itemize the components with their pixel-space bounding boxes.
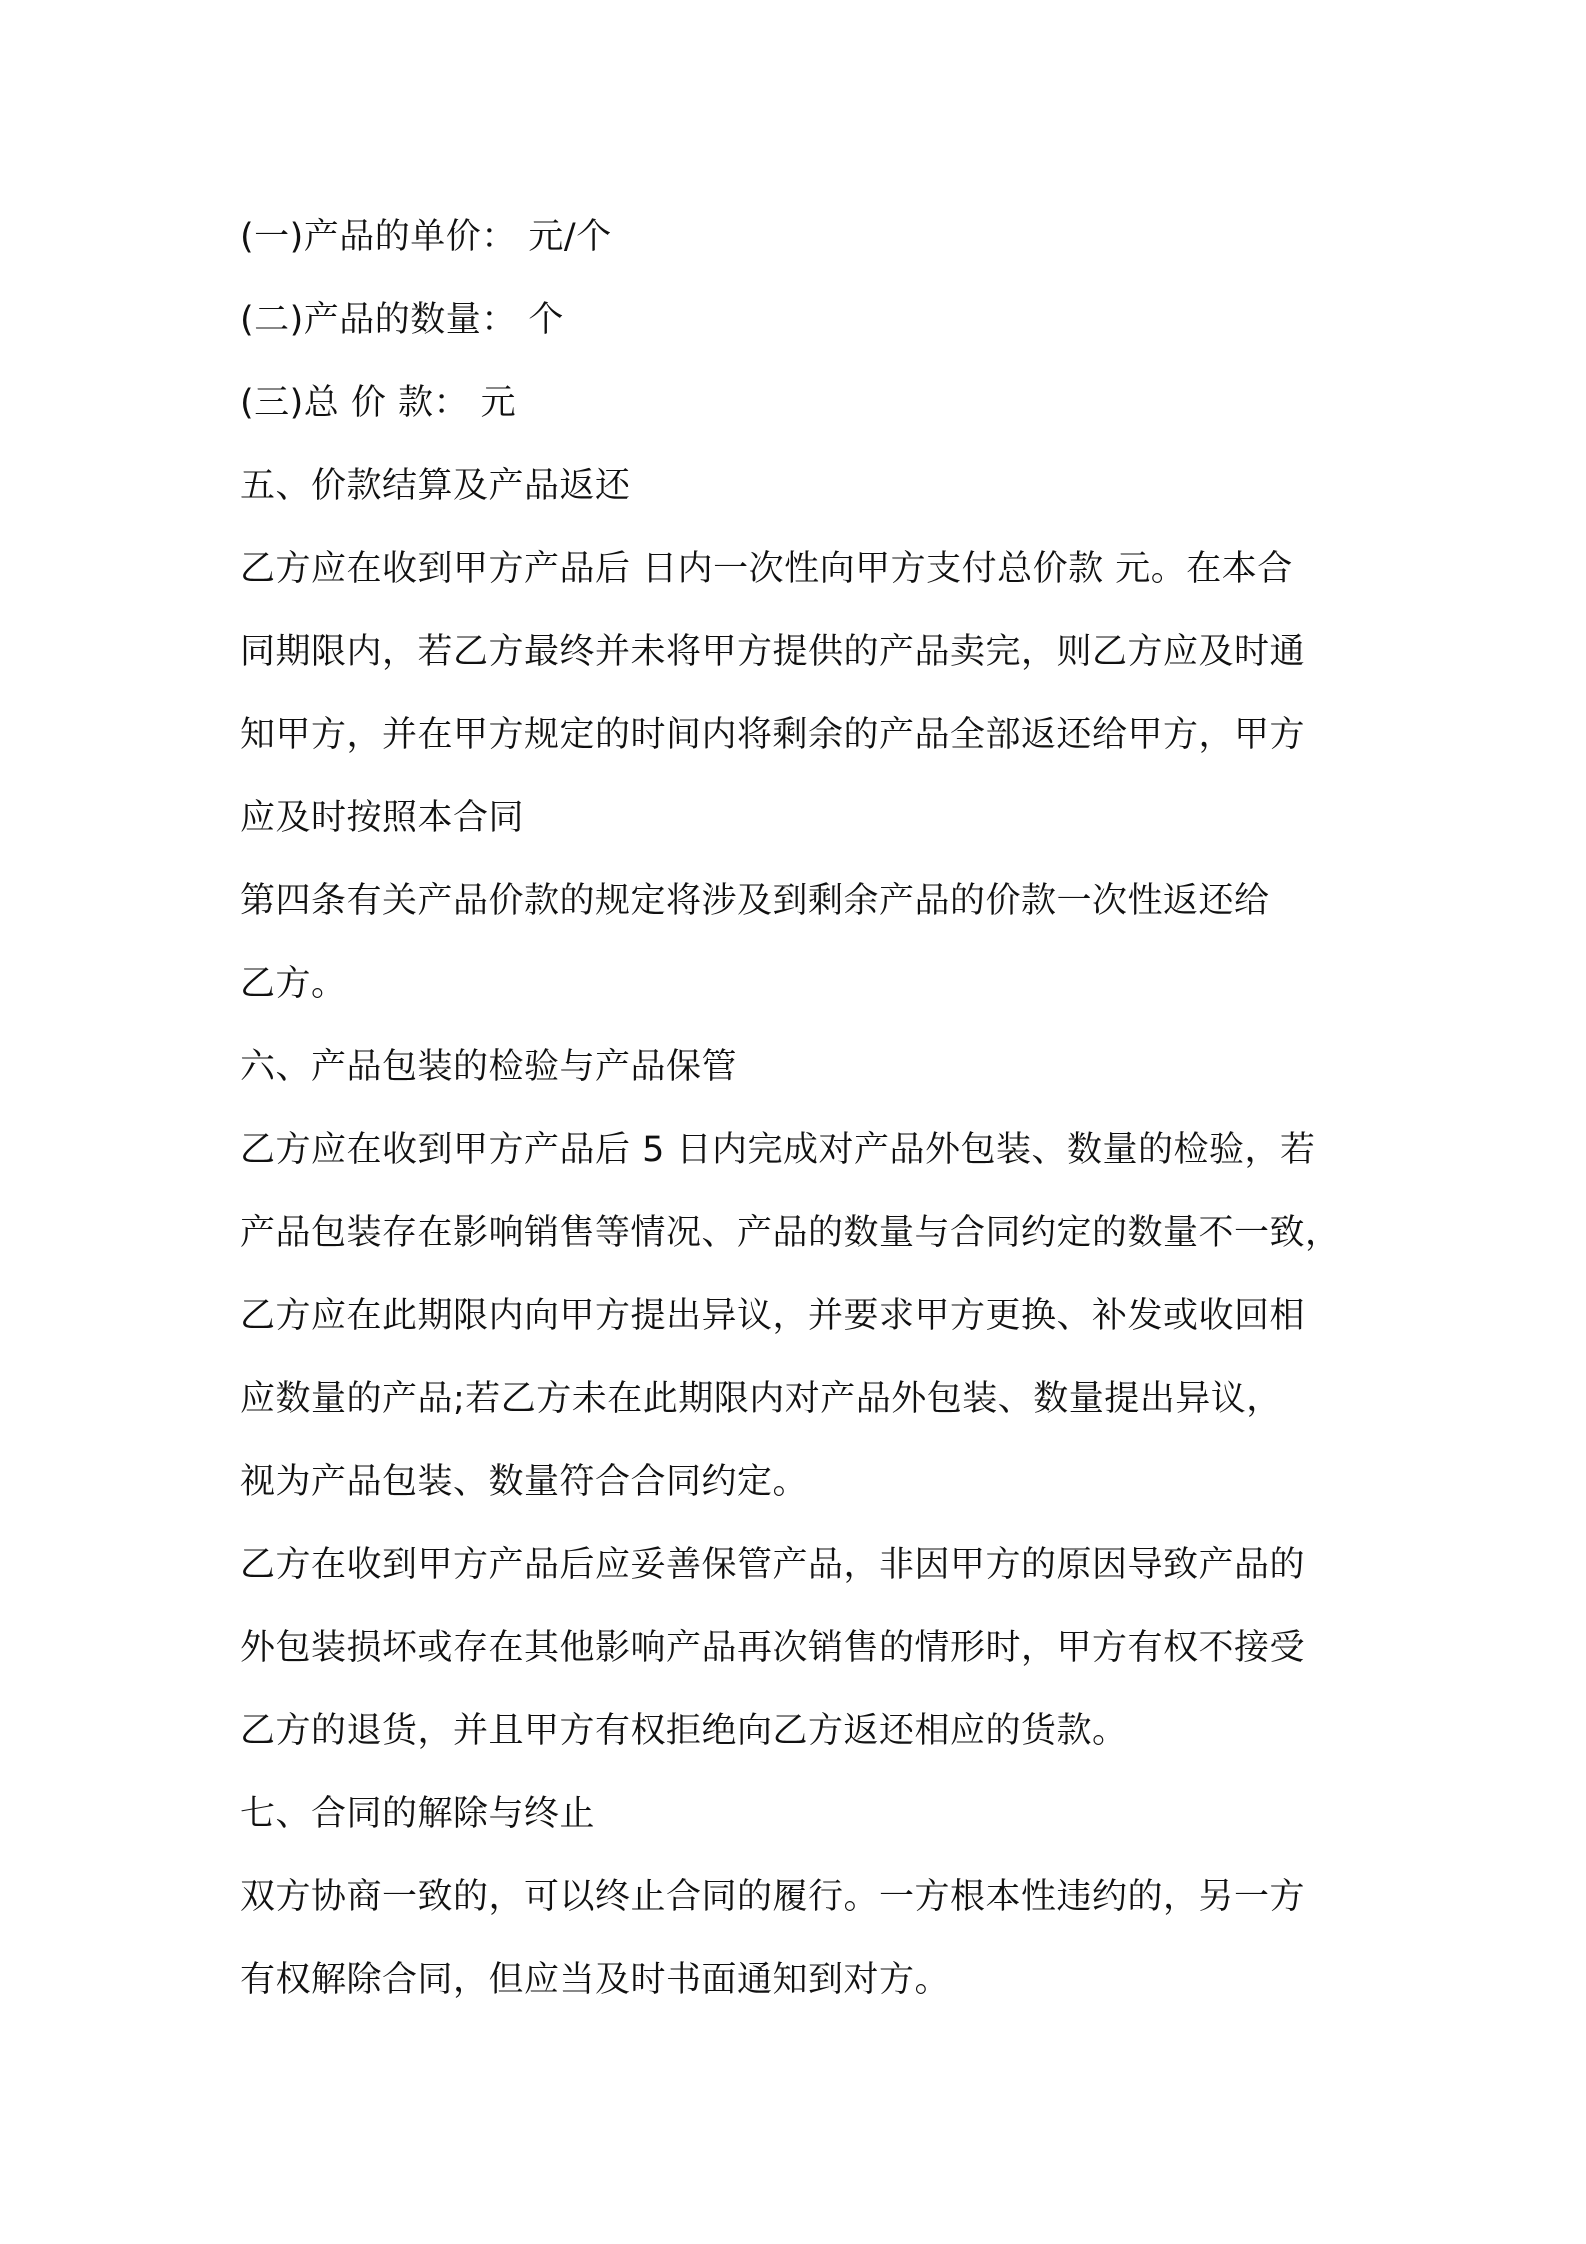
paragraph-line: 乙方的退货，并且甲方有权拒绝向乙方返还相应的货款。 bbox=[240, 1711, 1128, 1751]
paragraph-line: 视为产品包装、数量符合合同约定。 bbox=[240, 1462, 809, 1502]
paragraph-line: 有权解除合同，但应当及时书面通知到对方。 bbox=[240, 1960, 951, 2000]
paragraph-line: 应数量的产品;若乙方未在此期限内对产品外包装、数量提出异议， bbox=[240, 1379, 1282, 1419]
section-heading-7: 七、合同的解除与终止 bbox=[240, 1794, 596, 1834]
paragraph-line: 乙方。 bbox=[240, 964, 347, 1004]
paragraph-line: 乙方应在此期限内向甲方提出异议，并要求甲方更换、补发或收回相 bbox=[240, 1296, 1306, 1336]
paragraph-line: 乙方应在收到甲方产品后 5 日内完成对产品外包装、数量的检验，若 bbox=[240, 1130, 1316, 1170]
paragraph-line: 应及时按照本合同 bbox=[240, 798, 525, 838]
paragraph-line: 乙方应在收到甲方产品后 日内一次性向甲方支付总价款 元。在本合 bbox=[240, 549, 1293, 589]
paragraph-line: 双方协商一致的，可以终止合同的履行。一方根本性违约的，另一方 bbox=[240, 1877, 1306, 1917]
paragraph-line: 乙方在收到甲方产品后应妥善保管产品，非因甲方的原因导致产品的 bbox=[240, 1545, 1306, 1585]
paragraph-line: 外包装损坏或存在其他影响产品再次销售的情形时，甲方有权不接受 bbox=[240, 1628, 1306, 1668]
document-body bbox=[240, 196, 1380, 2022]
section-heading-6: 六、产品包装的检验与产品保管 bbox=[240, 1047, 738, 1087]
paragraph-line: 知甲方，并在甲方规定的时间内将剩余的产品全部返还给甲方，甲方 bbox=[240, 715, 1306, 755]
section-heading-5: 五、价款结算及产品返还 bbox=[240, 466, 631, 506]
paragraph-line: 产品包装存在影响销售等情况、产品的数量与合同约定的数量不一致， bbox=[240, 1213, 1341, 1253]
paragraph-line: 同期限内，若乙方最终并未将甲方提供的产品卖完，则乙方应及时通 bbox=[240, 632, 1306, 672]
quantity-line: (二)产品的数量： 个 bbox=[240, 300, 564, 340]
paragraph-line: 第四条有关产品价款的规定将涉及到剩余产品的价款一次性返还给 bbox=[240, 881, 1270, 921]
unit-price-line: (一)产品的单价： 元/个 bbox=[240, 217, 612, 257]
total-price-line: (三)总 价 款： 元 bbox=[240, 383, 517, 423]
